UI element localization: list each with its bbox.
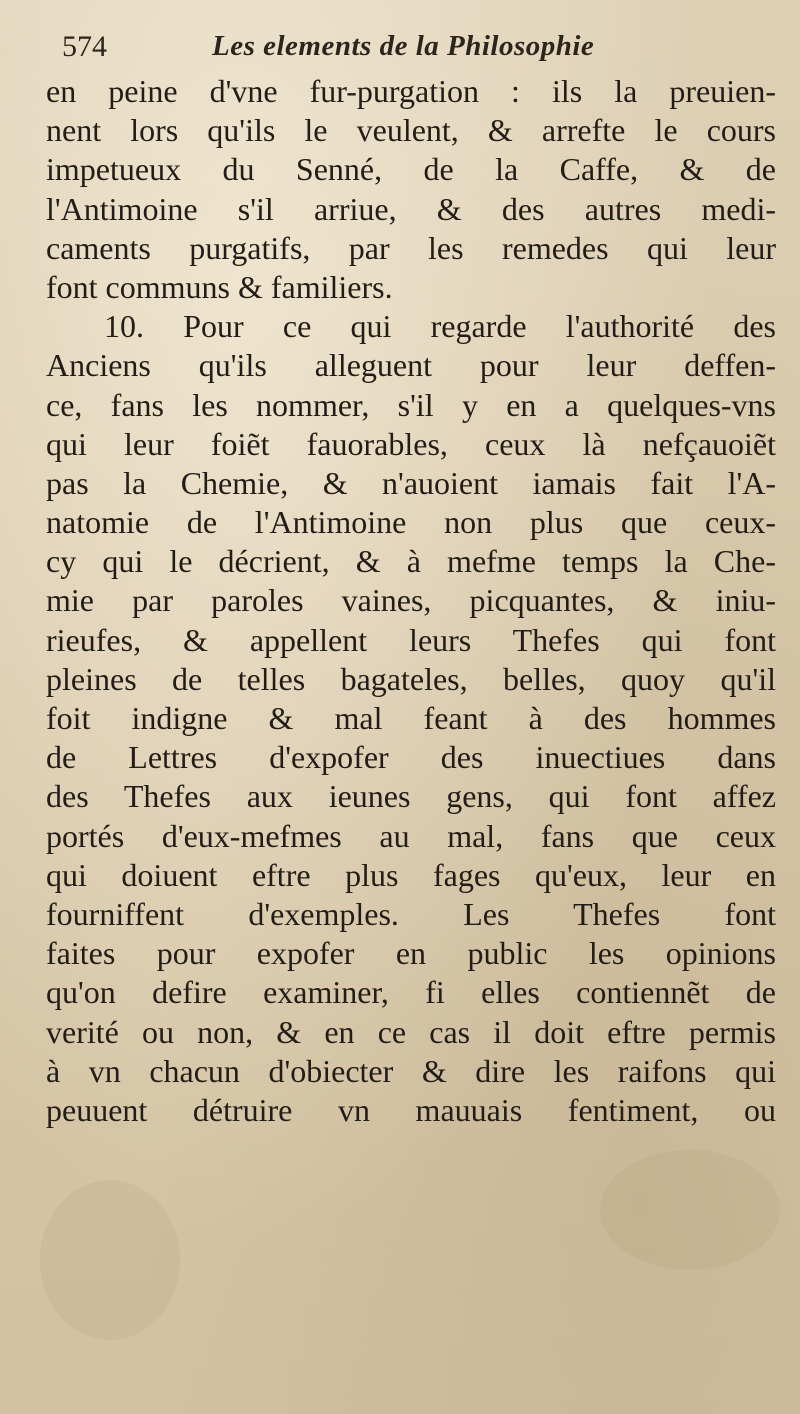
text-line: en peine d'vne fur-purgation : ils la preuien- — [46, 73, 776, 109]
text-line: à vn chacun d'obiecter & dire les raifons qui — [46, 1052, 776, 1089]
text-line: verité ou non, & en ce cas il doit eftre permis — [46, 1013, 776, 1050]
text-line: portés d'eux-mefmes au mal, fans que ceux — [46, 817, 776, 854]
text-line: caments purgatifs, par les remedes qui leur — [46, 229, 776, 266]
text-line: font communs & familiers. — [46, 268, 393, 305]
text-line: de Lettres d'expofer des inuectiues dans — [46, 739, 776, 776]
text-line: mie par paroles vaines, picquantes, & iniu- — [46, 582, 776, 619]
paper-stain — [600, 1150, 780, 1270]
text-line: cy qui le décrient, & à mefme temps la Che- — [46, 543, 776, 580]
page-number: 574 — [62, 30, 107, 63]
text-line: faites pour expofer en public les opinions — [46, 935, 776, 972]
text-line: rieufes, & appellent leurs Thefes qui font — [46, 621, 776, 658]
text-line: pas la Chemie, & n'auoient iamais fait l'A- — [46, 464, 776, 501]
text-line: pleines de telles bagateles, belles, quoy qu'il — [46, 660, 776, 697]
paper-stain — [40, 1180, 180, 1340]
text-line: des Thefes aux ieunes gens, qui font affez — [46, 778, 776, 815]
text-line: qu'on defire examiner, fi elles contiennẽt de — [46, 974, 776, 1011]
text-line: qui doiuent eftre plus fages qu'eux, leur en — [46, 856, 776, 893]
text-line: peuuent détruire vn mauuais fentiment, ou — [46, 1091, 776, 1128]
text-line: l'Antimoine s'il arriue, & des autres medi- — [46, 190, 776, 227]
text-line: nent lors qu'ils le veulent, & arrefte le cours — [46, 112, 776, 149]
paragraph-start-line: 10. Pour ce qui regarde l'authorité des — [104, 308, 776, 345]
text-line: qui leur foiẽt fauorables, ceux là nefçauoiẽt — [46, 425, 776, 462]
text-line: Anciens qu'ils alleguent pour leur deffen- — [46, 347, 776, 384]
text-line: ce, fans les nommer, s'il y en a quelques-vns — [46, 386, 776, 423]
text-line: foit indigne & mal feant à des hommes — [46, 700, 776, 736]
body-text — [46, 72, 776, 1130]
page-header — [52, 26, 772, 72]
text-line: impetueux du Senné, de la Caffe, & de — [46, 151, 776, 188]
text-line: natomie de l'Antimoine non plus que ceux- — [46, 504, 776, 541]
text-line: fourniffent d'exemples. Les Thefes font — [46, 895, 776, 932]
running-title: Les elements de la Philosophie — [212, 30, 595, 62]
